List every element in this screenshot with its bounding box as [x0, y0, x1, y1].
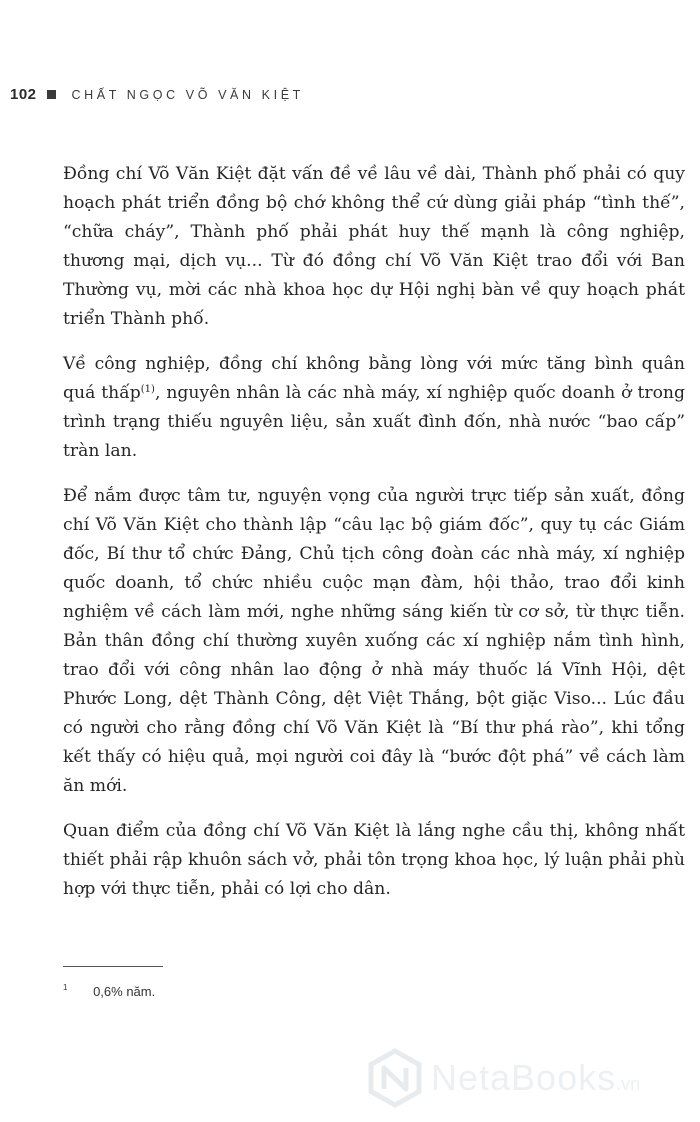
watermark-suffix: .vn [616, 1074, 641, 1094]
watermark-brand-name: NetaBooks [431, 1057, 617, 1098]
paragraph-3: Để nắm được tâm tư, nguyện vọng của người trực tiếp sản xuất, đồng chí Võ Văn Kiệt cho thành lập “câu lạc bộ giám đốc”, quy tụ các Giám đốc, Bí thư tổ chức Đảng, Chủ tịch công đoàn các nhà máy, xí nghiệp quốc doanh, tổ chức nhiều cuộc mạn đàm, hội thảo, trao đổi kinh nghiệm về cách làm mới, nghe những sáng kiến từ cơ sở, từ thực tiễn. Bản thân đồng chí thường xuyên xuống các xí nghiệp nắm tình hình, trao đổi với công nhân lao động ở nhà máy thuốc lá Vĩnh Hội, dệt Phước Long, dệt Thành Công, dệt Việt Thắng, bột giặc Viso... Lúc đầu có người cho rằng đồng chí Võ Văn Kiệt là “Bí thư phá rào”, khi tổng kết thấy có hiệu quả, mọi người coi đây là “bước đột phá” về cách làm ăn mới. [63, 486, 685, 796]
header-separator-square [47, 90, 56, 99]
page-header [10, 86, 304, 103]
footnote-divider [63, 966, 163, 967]
footnote-mark: 1 [63, 983, 68, 992]
footnote-reference[interactable]: (1) [140, 384, 155, 395]
paragraph-2 [63, 350, 685, 466]
page-number: 102 [10, 86, 37, 103]
paragraph-1: Đồng chí Võ Văn Kiệt đặt vấn đề về lâu về dài, Thành phố phải có quy hoạch phát triển đồng bộ chớ không thể cứ dùng giải pháp “tình thế”, “chữa cháy”, Thành phố phải phát huy thế mạnh là công nghiệp, thương mại, dịch vụ... Từ đó đồng chí Võ Văn Kiệt trao đổi với Ban Thường vụ, mời các nhà khoa học dự Hội nghị bàn về quy hoạch phát triển Thành phố. [63, 164, 685, 329]
paragraph-2-after: , nguyên nhân là các nhà máy, xí nghiệp quốc doanh ở trong trình trạng thiếu nguyên liệu, sản xuất đình đốn, nhà nước “bao cấp” tràn lan. [63, 383, 685, 461]
paragraph-2-before: Về công nghiệp, đồng chí không bằng lòng với mức tăng bình quân quá thấp [63, 354, 685, 403]
paragraph-4: Quan điểm của đồng chí Võ Văn Kiệt là lắng nghe cầu thị, không nhất thiết phải rập khuôn sách vở, phải tôn trọng khoa học, lý luận phải phù hợp với thực tiễn, phải có lợi cho dân. [63, 821, 685, 899]
running-title: CHẤT NGỌC VÕ VĂN KIỆT [71, 87, 304, 102]
footnote-text: 0,6% năm. [93, 984, 156, 999]
watermark-brand [431, 1057, 640, 1099]
watermark [365, 1048, 640, 1108]
body-text [63, 160, 685, 920]
netabooks-logo-icon [365, 1048, 425, 1108]
footnote [63, 983, 155, 999]
